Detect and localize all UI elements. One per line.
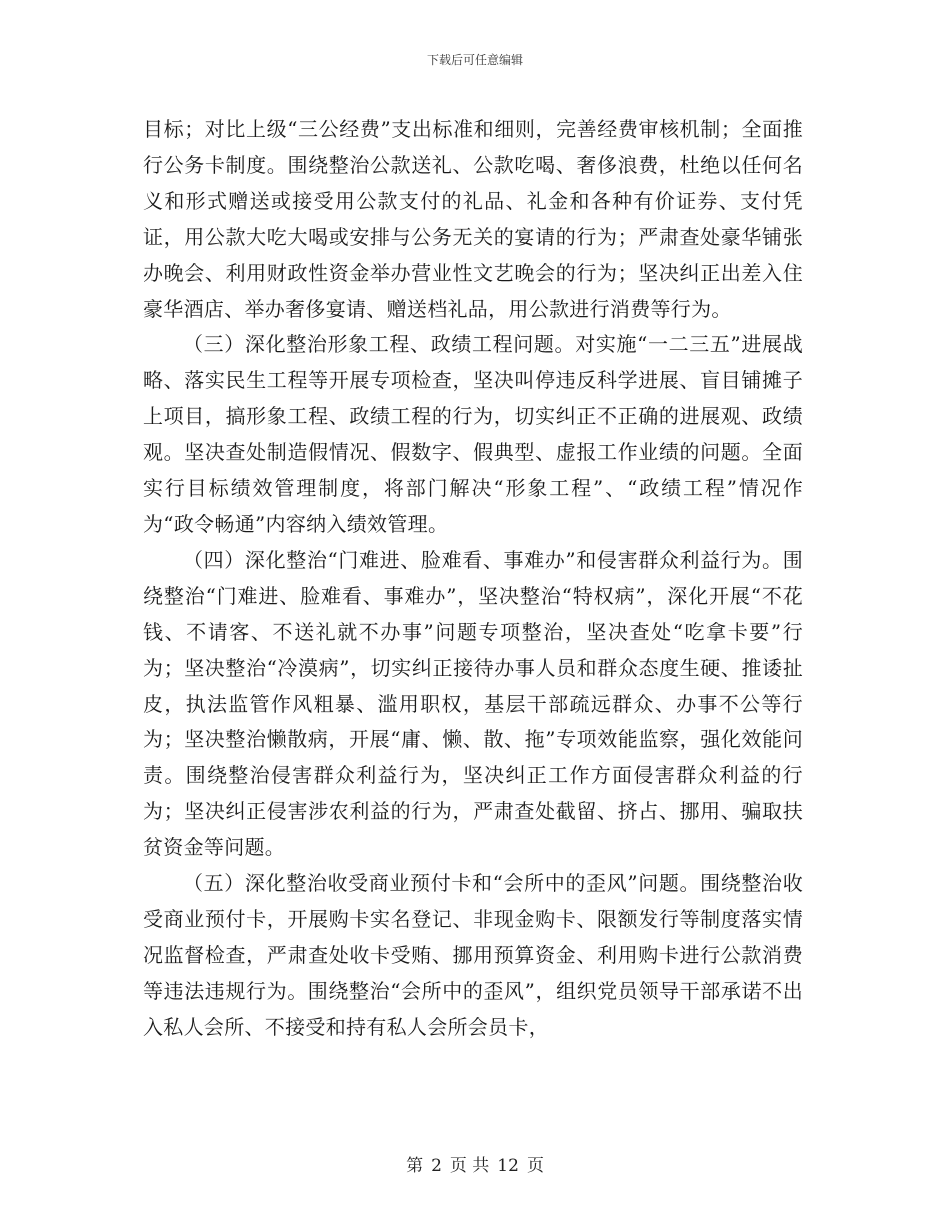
footer-middle: 页 共 <box>449 1156 490 1176</box>
page-footer <box>0 1155 950 1177</box>
page-header-note: 下载后可任意编辑 <box>426 53 523 67</box>
footer-total-pages: 12 <box>497 1156 519 1176</box>
document-body <box>143 112 803 1046</box>
footer-suffix: 页 <box>526 1156 544 1176</box>
paragraph-section-4: （四）深化整治“门难进、脸难看、事难办”和侵害群众利益行为。围绕整治“门难进、脸难看、事难办”，坚决整治“特权病”，深化开展“不花钱、不请客、不送礼就不办事”问题专项整治，坚决查处“吃拿卡要”行为；坚决整治“冷漠病”，切实纠正接待办事人员和群众态度生硬、推诿扯皮，执法监管作风粗暴、滥用职权，基层干部疏远群众、办事不公等行为；坚决整治懒散病，开展“庸、懒、散、拖”专项效能监察，强化效能问责。围绕整治侵害群众利益行为，坚决纠正工作方面侵害群众利益的行为；坚决纠正侵害涉农利益的行为，严肃查处截留、挤占、挪用、骗取扶贫资金等问题。 <box>143 547 803 860</box>
paragraph-section-3: （三）深化整治形象工程、政绩工程问题。对实施“一二三五”进展战略、落实民生工程等开展专项检查，坚决叫停违反科学进展、盲目铺摊子上项目，搞形象工程、政绩工程的行为，切实纠正不正确的进展观、政绩观。坚决查处制造假情况、假数字、假典型、虚报工作业绩的问题。全面实行目标绩效管理制度，将部门解决“形象工程”、“政绩工程”情况作为“政令畅通”内容纳入绩效管理。 <box>143 332 803 536</box>
footer-prefix: 第 <box>406 1156 424 1176</box>
footer-page-number: 2 <box>431 1156 442 1176</box>
paragraph-continuation: 目标；对比上级“三公经费”支出标准和细则，完善经费审核机制；全面推行公务卡制度。围绕整治公款送礼、公款吃喝、奢侈浪费，杜绝以任何名义和形式赠送或接受用公款支付的礼品、礼金和各种有价证券、支付凭证，用公款大吃大喝或安排与公务无关的宴请的行为；严肃查处豪华铺张办晚会、利用财政性资金举办营业性文艺晚会的行为；坚决纠正出差入住豪华酒店、举办奢侈宴请、赠送档礼品，用公款进行消费等行为。 <box>143 117 803 321</box>
paragraph-section-5: （五）深化整治收受商业预付卡和“会所中的歪风”问题。围绕整治收受商业预付卡，开展购卡实名登记、非现金购卡、限额发行等制度落实情况监督检查，严肃查处收卡受贿、挪用预算资金、利用购卡进行公款消费等违法违规行为。围绕整治“会所中的歪风”，组织党员领导干部承诺不出入私人会所、不接受和持有私人会所会员卡， <box>143 871 803 1039</box>
